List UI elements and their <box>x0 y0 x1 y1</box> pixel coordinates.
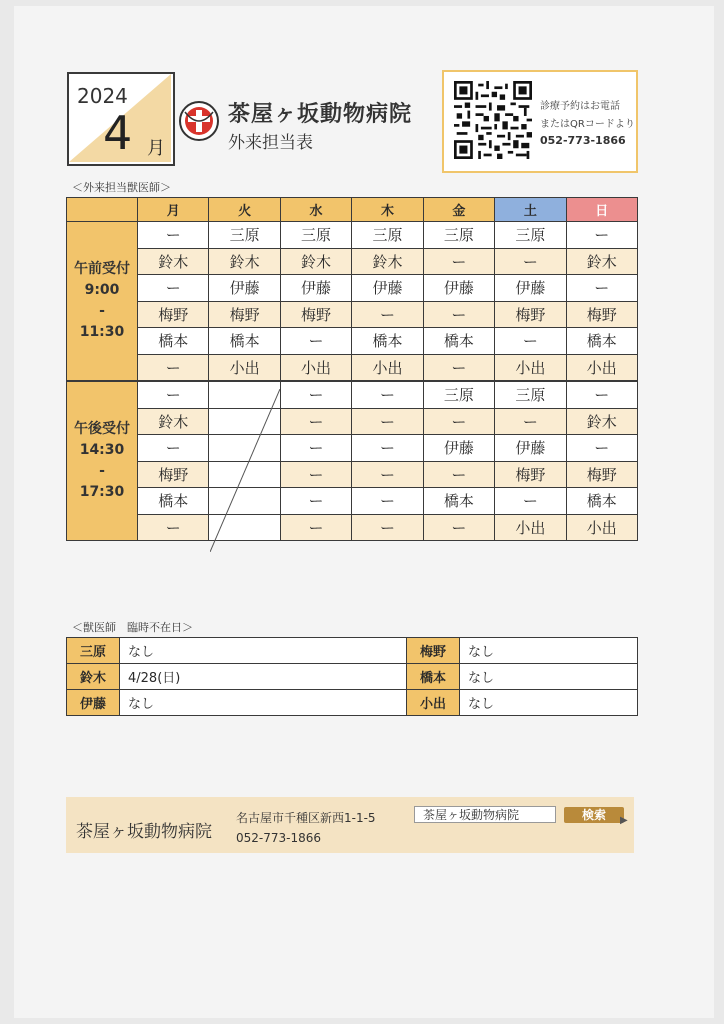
schedule-cell-fri: 三原 <box>423 381 494 408</box>
day-header-sat: 土 <box>495 198 566 222</box>
schedule-cell-sat: 三原 <box>495 222 566 249</box>
afternoon-period-line: 17:30 <box>79 484 125 500</box>
schedule-cell-tue: 梅野 <box>209 301 280 328</box>
schedule-cell-sun: 梅野 <box>566 301 637 328</box>
morning-period-label <box>67 222 138 382</box>
schedule-cell-tue <box>209 381 280 408</box>
footer-search-box: 茶屋ヶ坂動物病院 <box>414 806 556 823</box>
schedule-cell-thu: 橋本 <box>352 328 423 355</box>
schedule-cell-thu: ー <box>352 381 423 408</box>
morning-row <box>67 301 638 328</box>
schedule-cell-tue: 伊藤 <box>209 275 280 302</box>
schedule-cell-fri: ー <box>423 461 494 488</box>
absence-value: なし <box>120 690 407 716</box>
schedule-cell-wed: 伊藤 <box>280 275 351 302</box>
schedule-cell-tue: 三原 <box>209 222 280 249</box>
schedule-cell-mon: 橋本 <box>138 488 209 515</box>
schedule-cell-fri: 三原 <box>423 222 494 249</box>
absence-vet-name: 小出 <box>406 690 459 716</box>
afternoon-period-line: 午後受付 <box>74 421 130 437</box>
schedule-cell-mon: ー <box>138 381 209 408</box>
schedule-cell-thu: ー <box>352 488 423 515</box>
afternoon-row <box>67 435 638 462</box>
schedule-cell-fri: 橋本 <box>423 328 494 355</box>
absence-vet-name: 三原 <box>67 638 120 664</box>
afternoon-period-label <box>67 381 138 541</box>
schedule-cell-wed: ー <box>280 488 351 515</box>
morning-period-line: - <box>99 303 105 319</box>
qr-caption-line2: またはQRコードより <box>540 119 635 130</box>
schedule-cell-mon: ー <box>138 354 209 381</box>
day-header-wed: 水 <box>280 198 351 222</box>
schedule-cell-thu: ー <box>352 301 423 328</box>
footer-phone: 052-773-1866 <box>236 831 322 845</box>
schedule-header-row <box>67 198 638 222</box>
schedule-cell-wed: ー <box>280 381 351 408</box>
afternoon-row <box>67 488 638 515</box>
schedule-section-label: ＜外来担当獣医師＞ <box>72 181 171 194</box>
schedule-cell-sun: 鈴木 <box>566 408 637 435</box>
absence-value: なし <box>459 664 637 690</box>
schedule-cell-thu: ー <box>352 408 423 435</box>
schedule-cell-wed: ー <box>280 461 351 488</box>
schedule-cell-fri: 伊藤 <box>423 435 494 462</box>
schedule-cell-mon: 梅野 <box>138 461 209 488</box>
day-header-fri: 金 <box>423 198 494 222</box>
footer-banner <box>66 797 634 853</box>
schedule-cell-sat: 伊藤 <box>495 435 566 462</box>
schedule-cell-fri: ー <box>423 408 494 435</box>
schedule-cell-mon: 鈴木 <box>138 408 209 435</box>
morning-row <box>67 328 638 355</box>
day-header-sun: 日 <box>566 198 637 222</box>
schedule-cell-sat: ー <box>495 408 566 435</box>
day-header-mon: 月 <box>138 198 209 222</box>
schedule-cell-thu: ー <box>352 514 423 541</box>
schedule-cell-wed: 小出 <box>280 354 351 381</box>
schedule-cell-sun: ー <box>566 275 637 302</box>
schedule-cell-sun: 小出 <box>566 514 637 541</box>
absence-row <box>67 664 638 690</box>
qr-caption-line1: 診療予約はお電話 <box>540 101 620 112</box>
absence-vet-name: 伊藤 <box>67 690 120 716</box>
schedule-cell-mon: 橋本 <box>138 328 209 355</box>
qr-box <box>442 70 638 173</box>
absence-value: 4/28(日) <box>120 664 407 690</box>
schedule-cell-sat: ー <box>495 328 566 355</box>
schedule-cell-fri: ー <box>423 248 494 275</box>
schedule-corner <box>67 198 138 222</box>
schedule-cell-sun: 小出 <box>566 354 637 381</box>
schedule-cell-sat: ー <box>495 248 566 275</box>
afternoon-period-line: - <box>99 463 105 479</box>
absence-row <box>67 638 638 664</box>
schedule-cell-thu: 小出 <box>352 354 423 381</box>
schedule-cell-mon: 梅野 <box>138 301 209 328</box>
footer-clinic-name: 茶屋ヶ坂動物病院 <box>76 822 212 842</box>
afternoon-row <box>67 381 638 408</box>
schedule-cell-thu: 三原 <box>352 222 423 249</box>
morning-row <box>67 222 638 249</box>
morning-row <box>67 248 638 275</box>
schedule-cell-sat: 梅野 <box>495 461 566 488</box>
schedule-cell-thu: 伊藤 <box>352 275 423 302</box>
schedule-cell-tue <box>209 461 280 488</box>
day-header-thu: 木 <box>352 198 423 222</box>
morning-period-line: 午前受付 <box>74 261 130 277</box>
schedule-cell-tue: 鈴木 <box>209 248 280 275</box>
month-number: 4 <box>103 106 133 160</box>
schedule-cell-mon: ー <box>138 435 209 462</box>
absence-section-label: ＜獣医師 臨時不在日＞ <box>72 621 193 634</box>
schedule-cell-wed: ー <box>280 328 351 355</box>
absence-value: なし <box>120 638 407 664</box>
qr-code-icon[interactable] <box>454 81 532 159</box>
schedule-cell-sun: 梅野 <box>566 461 637 488</box>
schedule-cell-mon: 鈴木 <box>138 248 209 275</box>
month-unit: 月 <box>147 138 165 159</box>
schedule-cell-sun: 橋本 <box>566 488 637 515</box>
morning-period-line: 11:30 <box>79 324 125 340</box>
schedule-cell-sun: ー <box>566 435 637 462</box>
schedule-cell-sat: ー <box>495 488 566 515</box>
schedule-cell-sat: 梅野 <box>495 301 566 328</box>
absence-value: なし <box>459 638 637 664</box>
schedule-cell-wed: ー <box>280 514 351 541</box>
afternoon-period-line: 14:30 <box>79 442 125 458</box>
afternoon-row <box>67 514 638 541</box>
schedule-cell-fri: ー <box>423 514 494 541</box>
morning-period-line: 9:00 <box>84 282 120 298</box>
afternoon-row <box>67 461 638 488</box>
schedule-cell-sun: 橋本 <box>566 328 637 355</box>
schedule-cell-sat: 伊藤 <box>495 275 566 302</box>
schedule-cell-fri: 伊藤 <box>423 275 494 302</box>
schedule-cell-wed: ー <box>280 408 351 435</box>
cursor-icon: ▶ <box>620 815 628 826</box>
schedule-cell-sun: ー <box>566 381 637 408</box>
schedule-cell-sun: ー <box>566 222 637 249</box>
footer-address: 名古屋市千種区新西1-1-5 <box>236 811 376 825</box>
schedule-table <box>66 197 638 541</box>
schedule-cell-sat: 三原 <box>495 381 566 408</box>
qr-caption <box>540 98 635 134</box>
schedule-cell-wed: 鈴木 <box>280 248 351 275</box>
morning-row <box>67 275 638 302</box>
schedule-cell-sat: 小出 <box>495 514 566 541</box>
schedule-cell-tue <box>209 408 280 435</box>
schedule-cell-mon: ー <box>138 514 209 541</box>
schedule-cell-tue <box>209 488 280 515</box>
schedule-cell-fri: ー <box>423 354 494 381</box>
schedule-cell-thu: 鈴木 <box>352 248 423 275</box>
schedule-cell-mon: ー <box>138 222 209 249</box>
absence-vet-name: 鈴木 <box>67 664 120 690</box>
page-subtitle: 外来担当表 <box>228 133 313 153</box>
morning-row <box>67 354 638 381</box>
footer-search-button: 検索 <box>564 807 624 823</box>
qr-phone: 052-773-1866 <box>540 134 626 147</box>
schedule-cell-fri: 橋本 <box>423 488 494 515</box>
afternoon-row <box>67 408 638 435</box>
day-header-tue: 火 <box>209 198 280 222</box>
schedule-cell-wed: ー <box>280 435 351 462</box>
schedule-cell-fri: ー <box>423 301 494 328</box>
clinic-logo-icon <box>178 100 220 142</box>
date-box <box>67 72 175 166</box>
absence-value: なし <box>459 690 637 716</box>
schedule-cell-tue: 橋本 <box>209 328 280 355</box>
schedule-cell-mon: ー <box>138 275 209 302</box>
schedule-cell-sun: 鈴木 <box>566 248 637 275</box>
schedule-cell-sat: 小出 <box>495 354 566 381</box>
schedule-cell-thu: ー <box>352 461 423 488</box>
schedule-cell-wed: 三原 <box>280 222 351 249</box>
schedule-cell-tue <box>209 435 280 462</box>
absence-vet-name: 梅野 <box>406 638 459 664</box>
absence-table <box>66 637 638 716</box>
schedule-cell-wed: 梅野 <box>280 301 351 328</box>
clinic-name: 茶屋ヶ坂動物病院 <box>228 102 413 127</box>
schedule-cell-tue: 小出 <box>209 354 280 381</box>
schedule-cell-thu: ー <box>352 435 423 462</box>
absence-row <box>67 690 638 716</box>
schedule-cell-tue <box>209 514 280 541</box>
year-label: 2024 <box>77 84 128 108</box>
absence-vet-name: 橋本 <box>406 664 459 690</box>
